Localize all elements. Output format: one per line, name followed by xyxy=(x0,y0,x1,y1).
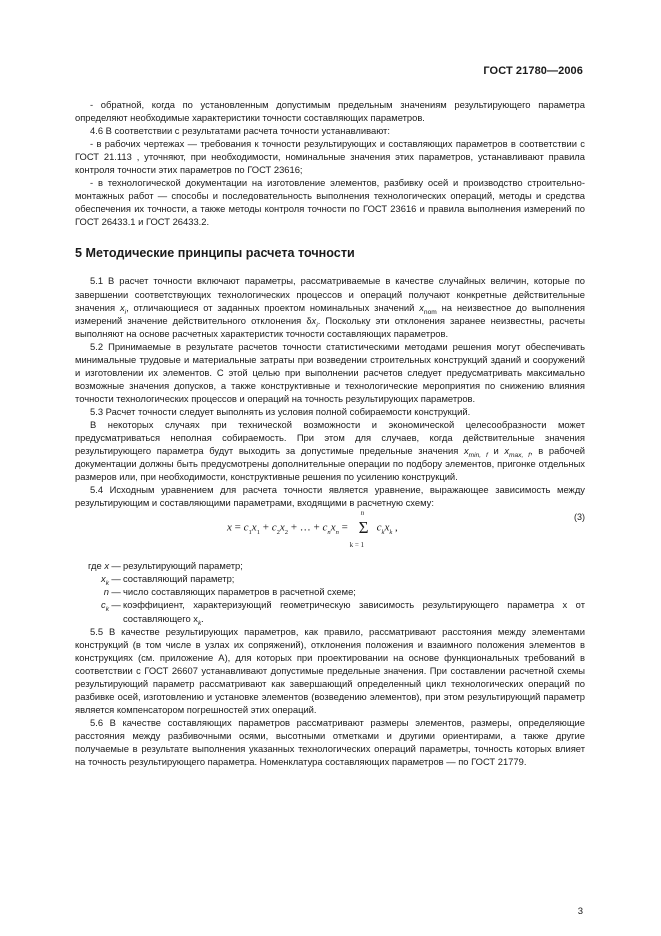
paragraph-5-2: 5.2 Принимаемые в результате расчетов точности статистическими методами решения могут обеспечивать минимальные трудовые и материальные затраты при возведении строительных конструкций зданий и сооружений и изготовлении их элементов. С этой целью при выполнении расчетов следует предусматривать максимально возможные значения допусков, а также конструктивные и технологические мероприятия по снижению влияния точности технологических процессов и операций на точность результирующих параметров. xyxy=(75,340,585,404)
definition-row: $x_k$ — составляющий параметр; xyxy=(101,573,235,588)
equation-3 xyxy=(75,511,585,555)
paragraph-4-6: 4.6 В соответствии с результатами расчета точности устанавливают: xyxy=(90,125,390,137)
document-body xyxy=(75,98,585,768)
definition-row: где x — результирующий параметр; xyxy=(88,560,243,572)
standard-code-header: ГОСТ 21780—2006 xyxy=(483,65,583,77)
page-number: 3 xyxy=(577,906,583,917)
paragraph-5-6: 5.6 В качестве составляющих параметров рассматривают размеры элементов, размеры, определяющие расстояния между разбивочными осями, высотными отметками и другими ориентирами, а также другие получаемые в результате выполнения указанных технологических операций параметры, точность которых влияет на точность результирующего параметра. Номенклатура составляющих параметров — по ГОСТ 21779. xyxy=(75,716,585,768)
paragraph-5-1: 5.1 В расчет точности включают параметры, рассматриваемые в качестве случайных величин, которые по завершении соответствующих технологических процессов и операций получают конкретные действительные значения $x_i$, отличающиеся от заданных проектом номинальных значений $x_{nom}$ на неизвестное до выполнения измерений значение действительного отклонения $\delta x_i$. Поскольку эти отклонения заранее неизвестны, расчеты выполняют на основе расчетных характеристик точности составляющих параметров. xyxy=(75,275,586,339)
symbol-definitions xyxy=(75,559,585,627)
equation-body: $x = c_1x_1 + c_2x_2$ + … + $c_nx_n$ = n Σ k = 1 $c_kx_k$ , xyxy=(227,509,398,550)
definition-row: n — число составляющих параметров в расчетной схеме; xyxy=(103,586,356,598)
summation-sign: n Σ k = 1 xyxy=(349,509,369,550)
paragraph-technological-docs: - в технологической документации на изготовление элементов, разбивку осей и производство строительно-монтажных работ — способы и последовательность выполнения технологических операций, методы и средства обеспечения их точности, а также методы контроля точности по ГОСТ 23616 и правила выполнения измерений по ГОСТ 26433.1 и ГОСТ 26433.2. xyxy=(75,177,585,228)
paragraph-working-drawings: - в рабочих чертежах — требования к точности результирующих и составляющих параметров в соответствии с ГОСТ 21.113 , уточняют, при необходимости, номинальные значения этих параметров, устанавливают правила контроля точности этих параметров по ГОСТ 23616; xyxy=(75,138,585,176)
paragraph-5-3-incomplete-assembly: В некоторых случаях при технической возможности и экономической целесообразности может предусматриваться неполная собираемость. При этом для случаев, когда действительные значения результирующего параметра будут выходить за допустимые предельные значения $x_{min, f}$ и $x_{max, f}$, в рабочей документации должны быть предусмотрены дополнительные операции по подбору элементов, пригонке отдельных размеров или, при необходимости, конструктивные решения по усилению конструкций. xyxy=(75,418,586,483)
equation-number: (3) xyxy=(574,512,585,523)
paragraph-5-4: 5.4 Исходным уравнением для расчета точности является уравнение, выражающее зависимость между результирующим и составляющими параметрами, входящими в расчетную схему: xyxy=(75,484,585,509)
paragraph-5-5: 5.5 В качестве результирующих параметров, как правило, рассматривают расстояния между элементами конструкций (в том числе в узлах их сопряжений), отклонения положения и взаимного положения элементов в конструкциях (см. приложение А), для которых при проектировании на основе функциональных требований в соответствии с ГОСТ 26607 устанавливают допустимые предельные значения. При составлении расчетной схемы результирующий параметр рассматривают как завершающий определенный цикл технологических операций по разбивке осей, изготовлению и установке элементов (возведению элементов), при этом результирующий параметр является компенсатором погрешностей этих операций. xyxy=(75,625,585,715)
section-5-title: 5 Методические принципы расчета точности xyxy=(75,246,355,261)
paragraph-5-3: 5.3 Расчет точности следует выполнять из условия полной собираемости конструкций. xyxy=(90,405,471,417)
paragraph-reverse-task: - обратной, когда по установленным допустимым предельным значениям результирующего параметра определяют необходимые характеристики точности составляющих параметров. xyxy=(75,99,585,124)
definition-row: $c_k$ — коэффициент, характеризующий геометрическую зависимость результирующего параметра x от составляющего $x_k$. xyxy=(101,599,585,627)
